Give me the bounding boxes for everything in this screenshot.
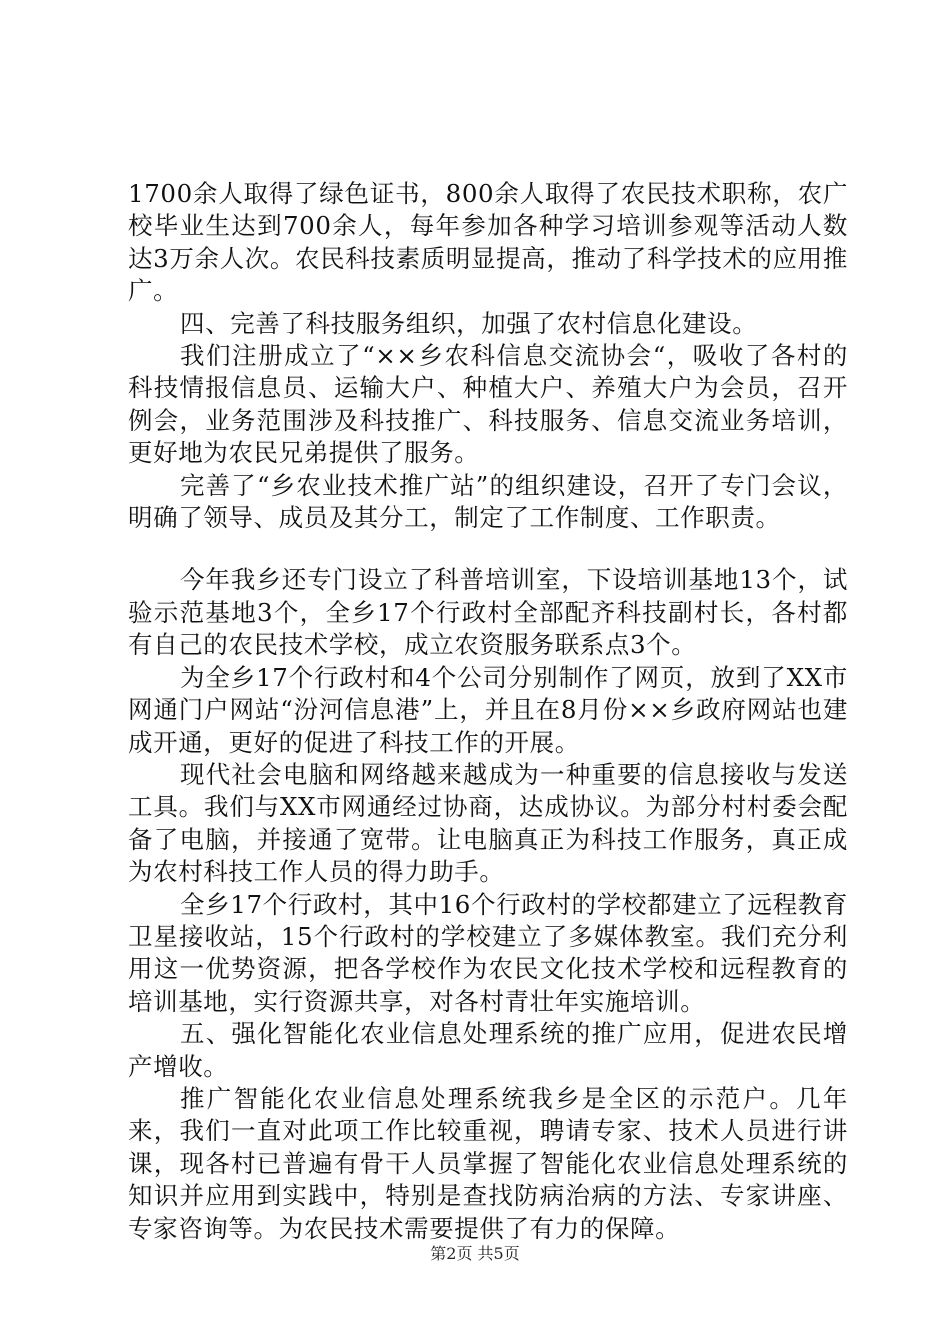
paragraph-extension-station: 完善了“乡农业技术推广站”的组织建设，召开了专门会议，明确了领导、成员及其分工，制定了工作制度、工作职责。: [128, 470, 848, 533]
paragraph-remote-education: 全乡17个行政村，其中16个行政村的学校都建立了远程教育卫星接收站，15个行政村的学校建立了多媒体教室。我们充分利用这一优势资源，把各学校作为农民文化技术学校和远程教育的培训基地，实行资源共享，对各村青壮年实施培训。: [128, 889, 848, 1016]
paragraph-continuation: 1700余人取得了绿色证书，800余人取得了农民技术职称，农广校毕业生达到700余人，每年参加各种学习培训参观等活动人数达3万余人次。农民科技素质明显提高，推动了科学技术的应用推广。: [128, 179, 848, 306]
page-footer: [0, 1244, 950, 1264]
paragraph-association: 我们注册成立了“××乡农科信息交流协会“，吸收了各村的科技情报信息员、运输大户、种植大户、养殖大户为会员，召开例会，业务范围涉及科技推广、科技服务、信息交流业务培训，更好地为农民兄弟提供了服务。: [128, 341, 848, 468]
page-number-indicator: 第2页 共5页: [430, 1244, 520, 1263]
paragraph-computers-network: 现代社会电脑和网络越来越成为一种重要的信息接收与发送工具。我们与XX市网通经过协商，达成协议。为部分村村委会配备了电脑，并接通了宽带。让电脑真正为科技工作服务，真正成为农村科技工作人员的得力助手。: [128, 759, 848, 887]
paragraph-training-room: 今年我乡还专门设立了科普培训室，下设培训基地13个，试验示范基地3个，全乡17个行政村全部配齐科技副村长，各村都有自己的农民技术学校，成立农资服务联系点3个。: [128, 565, 848, 660]
paragraph-web-pages: 为全乡17个行政村和4个公司分别制作了网页，放到了XX市网通门户网站“汾河信息港”上，并且在8月份××乡政府网站也建成开通，更好的促进了科技工作的开展。: [128, 662, 848, 757]
section-heading-four: 四、完善了科技服务组织，加强了农村信息化建设。: [180, 308, 758, 338]
document-body: [128, 178, 848, 1245]
paragraph-intelligent-system: 推广智能化农业信息处理系统我乡是全区的示范户。几年来，我们一直对此项工作比较重视，聘请专家、技术人员进行讲课，现各村已普遍有骨干人员掌握了智能化农业信息处理系统的知识并应用到实践中，特别是查找防病治病的方法、专家讲座、专家咨询等。为农民技术需要提供了有力的保障。: [128, 1083, 848, 1243]
section-heading-five: 五、强化智能化农业信息处理系统的推广应用，促进农民增产增收。: [128, 1019, 848, 1081]
